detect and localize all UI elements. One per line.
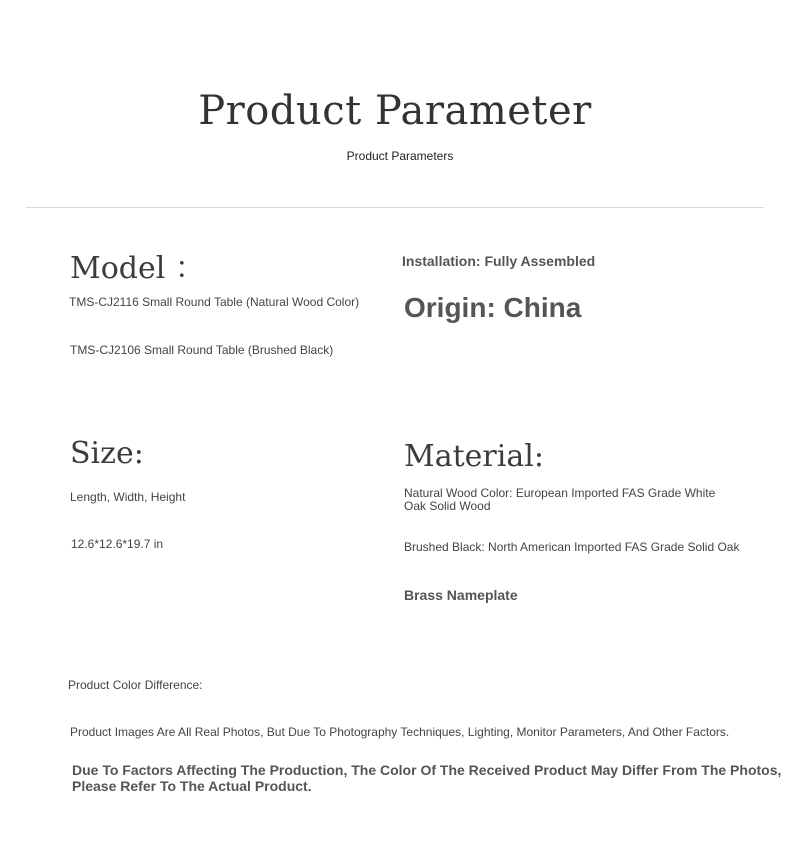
origin-text: Origin: China — [404, 292, 582, 323]
material-heading: Material: — [404, 439, 544, 474]
size-heading: Size: — [70, 436, 144, 471]
page-subtitle: Product Parameters — [346, 149, 454, 163]
material-natural-line1: Natural Wood Color: European Imported FAS Grade White — [404, 486, 716, 500]
material-natural-line2: Oak Solid Wood — [404, 499, 491, 513]
size-value: 12.6*12.6*19.7 in — [71, 537, 164, 551]
page-title: Product Parameter — [198, 88, 592, 134]
material-natural — [404, 487, 715, 513]
model-item-black: TMS-CJ2106 Small Round Table (Brushed Black) — [70, 343, 334, 357]
divider — [26, 207, 764, 208]
color-difference-note2-line2: Please Refer To The Actual Product. — [72, 778, 312, 794]
model-item-natural: TMS-CJ2116 Small Round Table (Natural Wood Color) — [69, 295, 360, 309]
model-heading: Model ： — [70, 251, 205, 286]
material-black: Brushed Black: North American Imported FAS Grade Solid Oak — [404, 540, 740, 554]
color-difference-note2-line1: Due To Factors Affecting The Production, The Color Of The Received Product May Differ From The Photos, — [72, 762, 782, 778]
color-difference-note2 — [72, 762, 781, 794]
color-difference-heading: Product Color Difference: — [68, 678, 203, 692]
size-label: Length, Width, Height — [70, 490, 186, 504]
color-difference-note1: Product Images Are All Real Photos, But Due To Photography Techniques, Lighting, Monitor Parameters, And Other Factors. — [70, 725, 730, 739]
material-nameplate: Brass Nameplate — [404, 587, 518, 603]
installation-text: Installation: Fully Assembled — [402, 253, 596, 269]
